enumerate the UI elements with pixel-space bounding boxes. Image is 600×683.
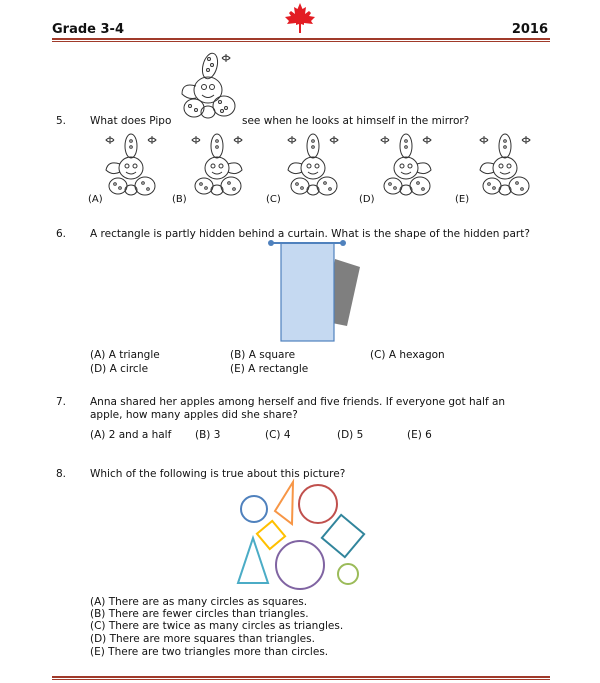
pipo-option-c-figure [282,132,344,202]
curtain-rectangle [281,243,334,341]
q5-option-c-label[interactable]: (C) [266,194,281,205]
pipo-option-b-figure [186,132,248,202]
q8-option-d[interactable]: (D) There are more squares than triangles. [90,633,315,645]
q8-option-e[interactable]: (E) There are two triangles more than circles. [90,646,329,658]
rod-end-right [340,240,346,246]
orange-triangle [275,482,293,524]
maple-leaf-icon [283,2,317,34]
blue-circle [241,496,267,522]
q5-option-a-label[interactable]: (A) [88,194,103,205]
q5-number: 5. [56,115,67,127]
q7-text-line1: Anna shared her apples among herself and five friends. If everyone got half an [90,396,506,408]
q8-text: Which of the following is true about this picture? [90,468,346,480]
q6-text: A rectangle is partly hidden behind a curtain. What is the shape of the hidden part? [90,228,530,240]
teal-square [322,515,364,557]
pipo-figure [172,50,242,122]
yellow-square [257,521,285,549]
curtain-figure [265,238,375,346]
q5-text-after: see when he looks at himself in the mirror? [242,115,470,127]
purple-circle [276,541,324,589]
green-circle [338,564,358,584]
q7-number: 7. [56,396,67,408]
grade-label: Grade 3-4 [52,22,124,37]
q6-option-e[interactable]: (E) A rectangle [230,363,309,375]
footer-rule-thin [52,679,550,680]
q6-number: 6. [56,228,67,240]
q5-option-b-label[interactable]: (B) [172,194,187,205]
q6-option-b[interactable]: (B) A square [230,349,296,361]
year-label: 2016 [511,22,548,37]
q6-option-c[interactable]: (C) A hexagon [370,349,445,361]
header-rule [52,38,550,40]
q7-option-d[interactable]: (D) 5 [337,429,364,441]
q8-number: 8. [56,468,67,480]
q7-option-b[interactable]: (B) 3 [195,429,221,441]
q7-text-line2: apple, how many apples did she share? [90,409,298,421]
q7-option-e[interactable]: (E) 6 [407,429,432,441]
q8-option-c[interactable]: (C) There are twice as many circles as triangles. [90,620,344,632]
footer-rule [52,676,550,678]
q5-option-d-label[interactable]: (D) [359,194,375,205]
header-rule-thin [52,41,550,42]
q6-option-a[interactable]: (A) A triangle [90,349,160,361]
q7-option-a[interactable]: (A) 2 and a half [90,429,172,441]
q7-option-c[interactable]: (C) 4 [265,429,291,441]
rod-end-left [268,240,274,246]
q8-option-a[interactable]: (A) There are as many circles as squares. [90,596,308,608]
pipo-option-d-figure [375,132,437,202]
pipo-option-e-figure [474,132,536,202]
q6-option-d[interactable]: (D) A circle [90,363,149,375]
teal-triangle [238,538,268,583]
q5-text-before: What does Pipo [90,115,172,127]
red-circle [299,485,337,523]
q5-option-e-label[interactable]: (E) [455,194,470,205]
q8-option-b[interactable]: (B) There are fewer circles than triangles. [90,608,309,620]
shapes-figure [230,478,375,592]
pipo-option-a-figure [100,132,162,202]
